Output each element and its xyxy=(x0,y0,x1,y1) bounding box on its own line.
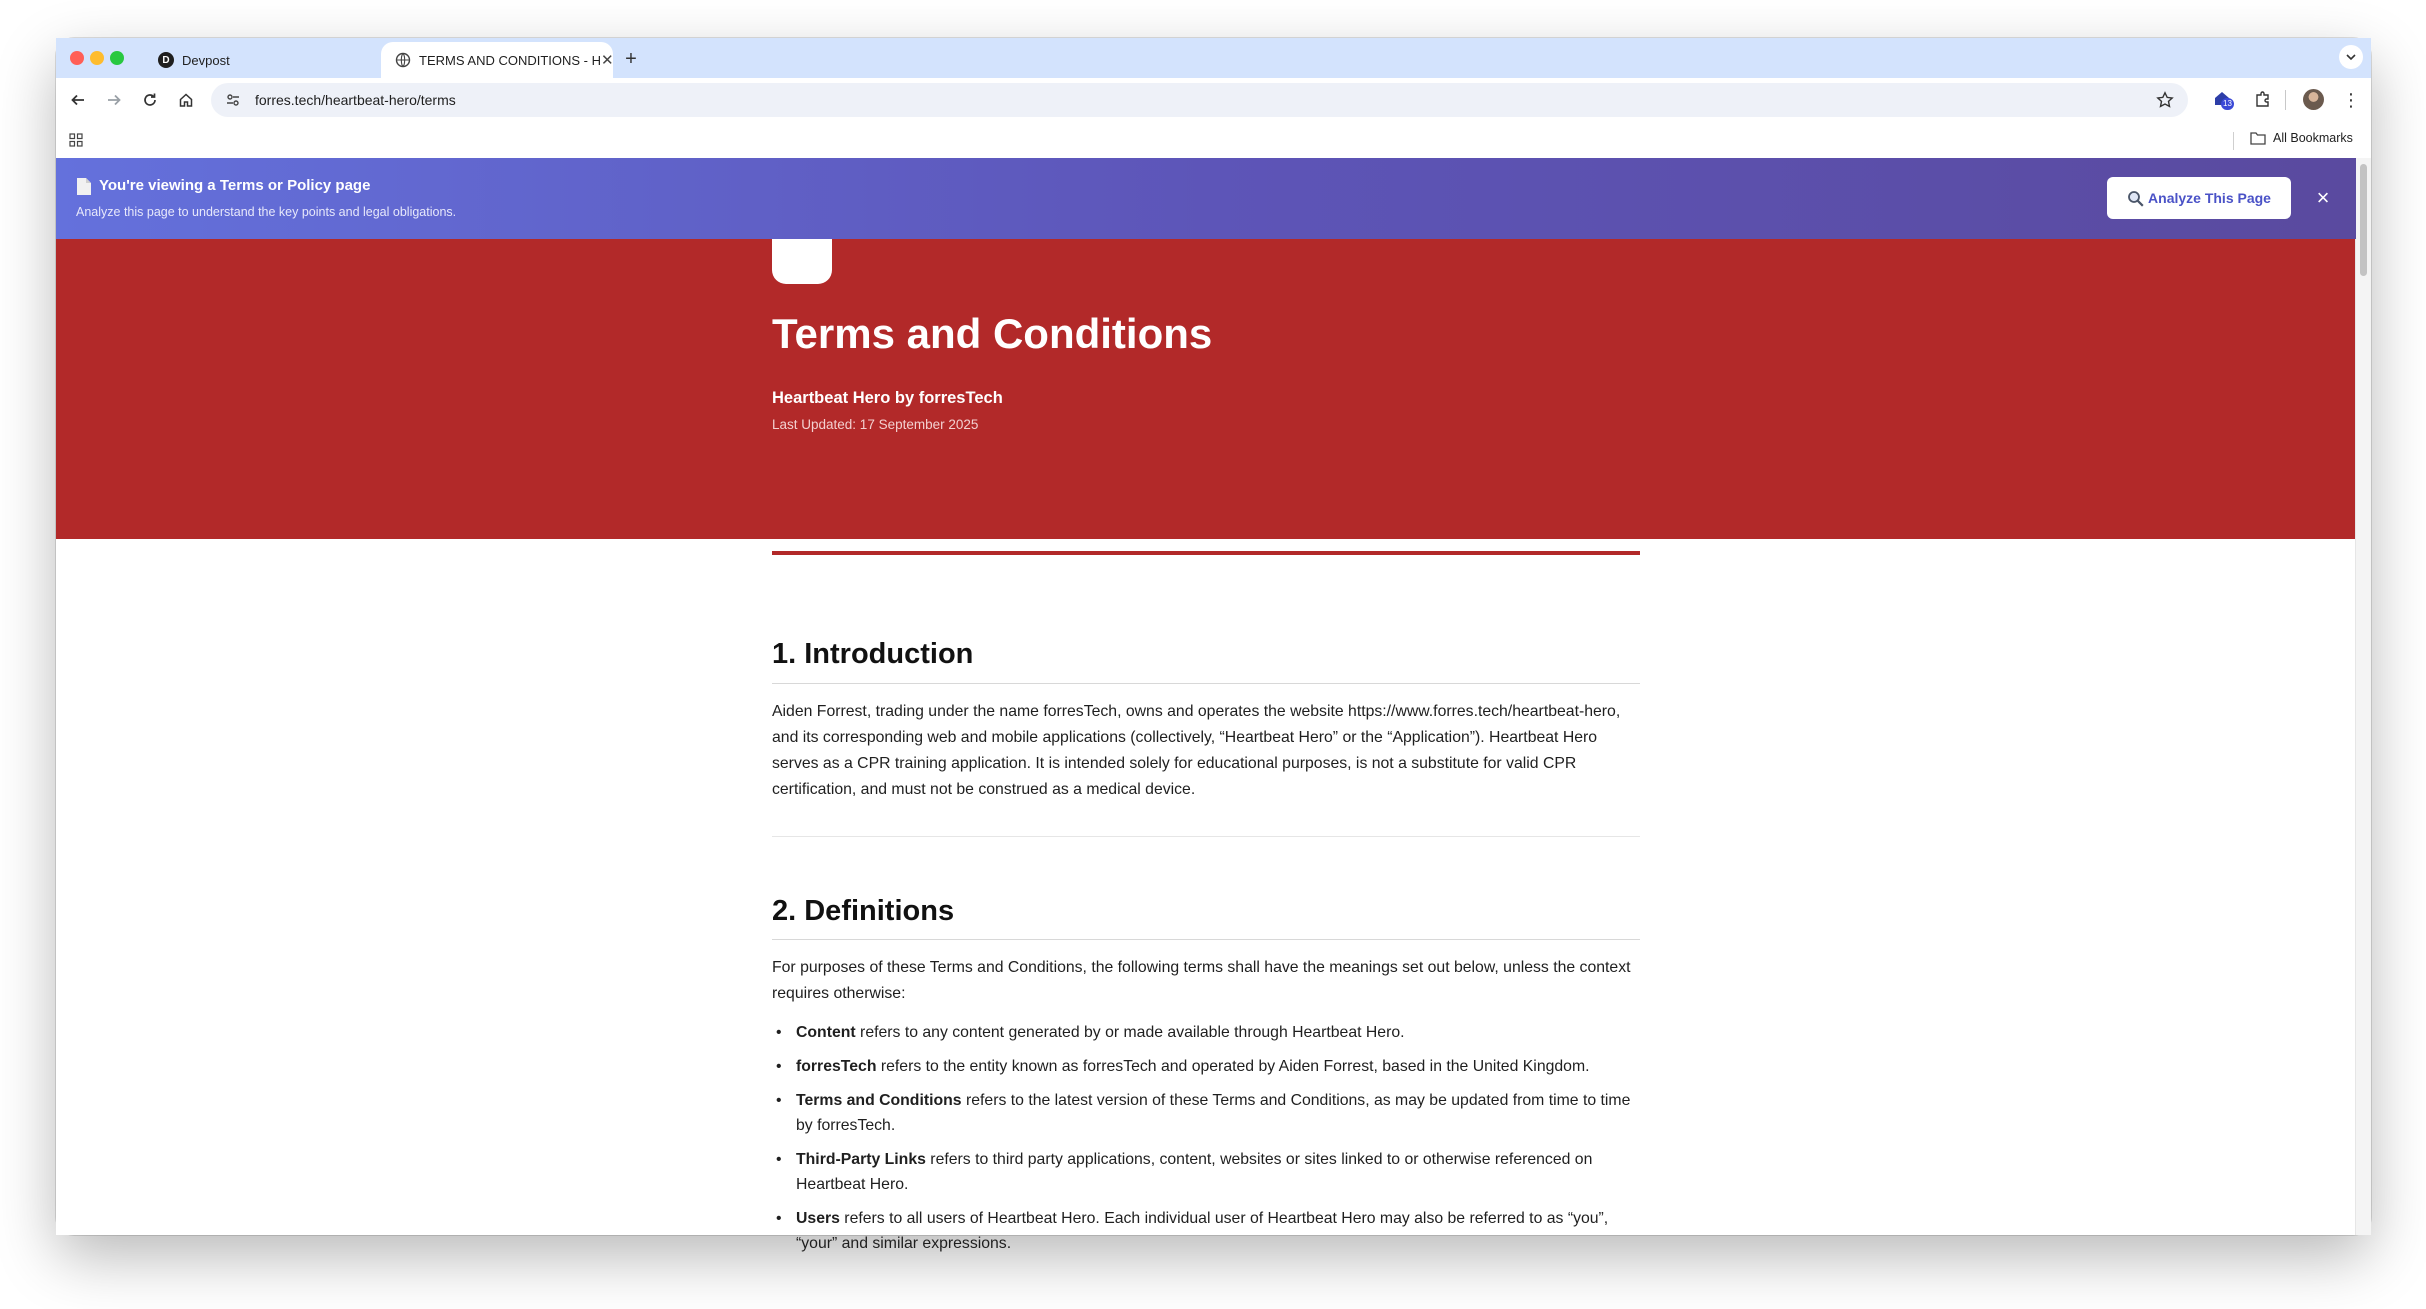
introduction-paragraph: Aiden Forrest, trading under the name forresTech, owns and operates the website https://www.forres.tech/heartbeat-hero, and its corresponding web and mobile applications (collectively, “Heartbeat Hero” or the “Application”). Heartbeat Hero serves as a CPR training application. It is intended solely for educational purposes, is not a substitute for valid CPR certification, and must not be construed as a medical device. xyxy=(772,703,1621,798)
definition-text: refers to any content generated by or made available through Heartbeat Hero. xyxy=(855,1024,1405,1041)
extension-badge: 13 xyxy=(2221,98,2234,110)
section-heading-definitions: 2. Definitions xyxy=(772,895,955,927)
definitions-intro: For purposes of these Terms and Conditions, the following terms shall have the meanings set out below, unless the context requires otherwise: xyxy=(772,959,1631,1002)
bullet: • xyxy=(776,1151,782,1168)
apps-grid-icon[interactable] xyxy=(69,133,83,152)
page-title: Terms and Conditions xyxy=(772,310,1213,357)
extensions-puzzle-icon[interactable] xyxy=(2254,90,2272,113)
bookmarks-bar xyxy=(56,122,2371,158)
definition-term: Terms and Conditions xyxy=(796,1092,962,1109)
maximize-window-button[interactable] xyxy=(110,51,124,65)
extension-icon[interactable] xyxy=(2212,88,2236,112)
bullet: • xyxy=(776,1058,782,1075)
bullet: • xyxy=(776,1092,782,1109)
list-item xyxy=(772,1020,1644,1045)
chevron-down-icon xyxy=(2345,51,2357,63)
profile-avatar[interactable] xyxy=(2303,89,2324,110)
bookmark-star-icon[interactable] xyxy=(2156,91,2174,114)
back-button[interactable] xyxy=(62,78,94,122)
analyze-page-button[interactable] xyxy=(2107,177,2291,219)
magnifier-icon xyxy=(2127,190,2144,207)
tab-title: Devpost xyxy=(182,52,230,68)
analyze-button-label: Analyze This Page xyxy=(2148,190,2271,206)
tab-strip xyxy=(56,38,2371,78)
definition-text: refers to the latest version of these Terms and Conditions, as may be updated from time to time by forresTech. xyxy=(796,1092,1631,1134)
scrollbar-thumb[interactable] xyxy=(2360,164,2367,276)
heading-underline xyxy=(772,939,1640,940)
home-icon xyxy=(178,92,194,108)
reload-button[interactable] xyxy=(134,78,166,122)
address-bar[interactable] xyxy=(211,83,2188,117)
browser-window xyxy=(56,38,2371,1252)
more-menu-icon[interactable]: ⋮ xyxy=(2342,90,2360,110)
page-scrollbar[interactable] xyxy=(2355,158,2371,1235)
forward-arrow-icon xyxy=(106,92,122,108)
minimize-window-button[interactable] xyxy=(90,51,104,65)
document-icon xyxy=(76,177,92,201)
globe-icon xyxy=(395,52,411,68)
tab-title: TERMS AND CONDITIONS - H xyxy=(419,52,602,68)
policy-banner xyxy=(56,158,2356,239)
forward-button[interactable] xyxy=(98,78,130,122)
definition-text: refers to the entity known as forresTech and operated by Aiden Forrest, based in the United Kingdom. xyxy=(876,1058,1590,1075)
close-window-button[interactable] xyxy=(70,51,84,65)
accent-divider xyxy=(772,551,1640,555)
reload-icon xyxy=(142,92,158,108)
all-bookmarks-button[interactable] xyxy=(2250,131,2353,145)
last-updated: Last Updated: 17 September 2025 xyxy=(772,417,979,432)
definition-term: Users xyxy=(796,1210,840,1227)
definition-term: forresTech xyxy=(796,1058,877,1075)
list-item xyxy=(772,1054,1644,1079)
section-divider xyxy=(772,836,1640,837)
page-subtitle: Heartbeat Hero by forresTech xyxy=(772,389,1003,407)
list-item xyxy=(772,1206,1644,1256)
definitions-list xyxy=(772,1020,1644,1265)
devpost-logo-icon: D xyxy=(158,52,174,68)
banner-close-button[interactable]: × xyxy=(2316,185,2330,210)
list-item xyxy=(772,1088,1644,1138)
heading-underline xyxy=(772,683,1640,684)
list-item xyxy=(772,1147,1644,1197)
all-bookmarks-label: All Bookmarks xyxy=(2273,131,2353,145)
banner-title: You're viewing a Terms or Policy page xyxy=(99,177,371,194)
toolbar-divider xyxy=(2285,90,2286,110)
tab-search-button[interactable] xyxy=(2339,45,2363,69)
browser-toolbar xyxy=(56,78,2371,122)
home-button[interactable] xyxy=(170,78,202,122)
definition-text: refers to all users of Heartbeat Hero. Each individual user of Heartbeat Hero may also be referred to as “you”, “your” and similar expressions. xyxy=(796,1210,1609,1252)
banner-subtitle: Analyze this page to understand the key points and legal obligations. xyxy=(76,205,457,219)
tab-terms[interactable] xyxy=(381,42,613,78)
site-info-icon[interactable] xyxy=(225,92,241,113)
definition-text: refers to third party applications, content, websites or sites linked to or otherwise referenced on Heartbeat Hero. xyxy=(796,1151,1593,1193)
new-tab-button[interactable]: + xyxy=(625,48,637,70)
bullet: • xyxy=(776,1024,782,1041)
definition-term: Content xyxy=(796,1024,856,1041)
close-tab-icon[interactable]: ✕ xyxy=(601,52,614,69)
bullet: • xyxy=(776,1210,782,1227)
back-arrow-icon xyxy=(70,92,86,108)
url-text: forres.tech/heartbeat-hero/terms xyxy=(255,92,456,108)
section-heading-introduction: 1. Introduction xyxy=(772,638,974,670)
definition-term: Third-Party Links xyxy=(796,1151,926,1168)
bookmarks-divider xyxy=(2233,132,2234,150)
folder-icon xyxy=(2250,131,2266,145)
page-viewport xyxy=(56,158,2356,1252)
